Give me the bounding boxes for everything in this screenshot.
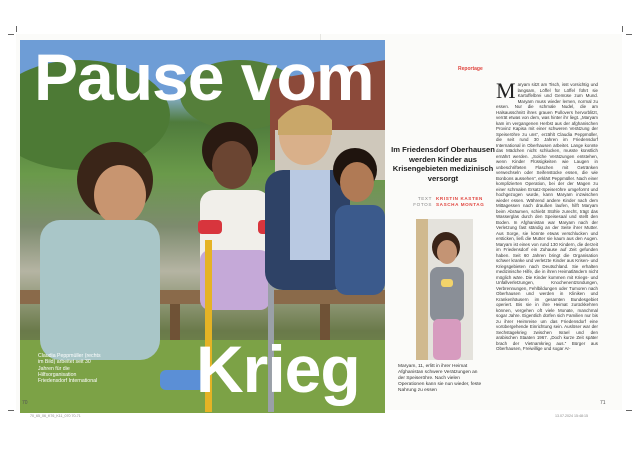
- inset-photo-illustration: [416, 219, 473, 360]
- crop-mark: [626, 410, 632, 411]
- print-slug-left: 70_65_06_K76_K11_070 70-71: [30, 414, 81, 418]
- photo-caption: Claudia Peppmüller (rechts im Bild) arbeitet seit 30 Jahren für die Hilfsorganisation Friedensdorf International: [38, 353, 101, 385]
- inset-caption: Maryam, 11, erlitt in ihrer Heimat Afghanistan schwere Verätzungen an der Speiseröhre. Nach vielen Operationen kann sie nun wieder, feste Nahrung zu essen: [398, 364, 482, 394]
- crop-mark: [8, 410, 14, 411]
- crop-mark: [622, 26, 623, 32]
- article-body: [496, 78, 598, 352]
- crop-mark: [8, 34, 14, 35]
- section-label: Reportage: [458, 66, 483, 72]
- credit-text: TEXT KRISTIN KASTEN: [417, 196, 483, 201]
- inset-photo: [416, 219, 473, 360]
- headline-bottom: Krieg: [196, 332, 360, 406]
- article-text: aryam sitzt am Tisch, isst vorsichtig und langsam, Löffel für Löffel führt sie Kartoffelbrei und Gemüse zum Mund. Maryam muss wieder lernen, normal zu essen. Nur die schmale Nudel, die am Halsausschnitt ihres grauen Pullovers hervorblitzt, verrät etwas von dem, was hinter ihr liegt. „Maryam kam im vergangenen Herbst aus der afghanischen Provinz Kapisa mit einer schweren Verätzung der Speiseröhre zu uns“, erzählt Claudia Peppmüller, die seit rund 30 Jahren im Friedensdorf International in Oberhausen arbeitet. Lange konnte das Mädchen nicht schlucken, musste künstlich ernährt werden. „Solche Verätzungen entstehen, wenn Kinder Flüssigkeiten wie Laugen in unbeschrifteten Flaschen mit Getränken verwechseln oder Seifenstücke essen, die wie Bonbons aussehen“, erklärt Peppmüller. Nach einer komplizierten Operation, bei der der Magen zu einer schmalen Ersatz-Speiseröhre umgeformt und hochgezogen wurde, kann Maryam inzwischen wieder essen. Während andere Kinder nach dem Mittagessen nach draußen laufen, hilft Maryam beim Abräumen, schiebt Stühle zurecht, trägt das Wasserglas durch den Speisesaal und stellt den Boden. In Afghanistan war Maryam nach der Verletzung fast ständig an der Seite ihrer Mutter. Aus Sorge, sie könnte etwas verschlucken und ersticken, ließ die Mutter sie kaum aus den Augen. Maryam ist eines von rund 130 Kindern, die derzeit im Friedensdorf ein Zuhause auf Zeit gefunden haben. Seit 60 Jahren bringt die Organisation schwer kranke und verletzte Kinder aus Krisen- und Kriegsgebieten nach Deutschland. Sie erhalten medizinische Hilfe, die in ihren Heimatländern nicht möglich wäre. Die Kinder kommen mit Kriegs- und Unfallverletzungen, Knochenentzündungen, Verbrennungen, Fehlbildungen oder Tumoren nach Oberhausen und werden in Kliniken und Krankenhäusern im gesamten Bundesgebiet operiert. Bis sie in ihre Heimat zurückkehren können, vergehen oft viele Monate, manchmal sogar Jahre. Eigentlich dürfen sich Familien nur bis zu ihrer Heimreise um das Friedensdorf eine vorübergehende Einrichtung sein. Auslöser war der Sechstagekrieg zwischen Israel und den arabischen Staaten 1967. „Doch kurze Zeit später brach der Vietnamkrieg aus.“ Bürger aus Oberhausen, Freiwillige und sogar Ar-: [496, 82, 598, 351]
- print-slug-right: 13.07.2024 15:48:15: [555, 414, 588, 418]
- page-number-left: 70: [22, 400, 28, 406]
- byline-credits: [396, 196, 506, 208]
- headline-top: Pause vom: [34, 40, 374, 114]
- credit-photos: FOTOS SASCHA MONTAG: [413, 202, 485, 207]
- page-number-right: 71: [600, 400, 606, 406]
- drop-cap: M: [496, 78, 516, 103]
- crop-mark: [626, 34, 632, 35]
- crop-mark: [16, 26, 17, 32]
- deck-text: Im Friedensdorf Oberhausen werden Kinder aus Krisengebieten medizinisch versorgt: [391, 145, 495, 183]
